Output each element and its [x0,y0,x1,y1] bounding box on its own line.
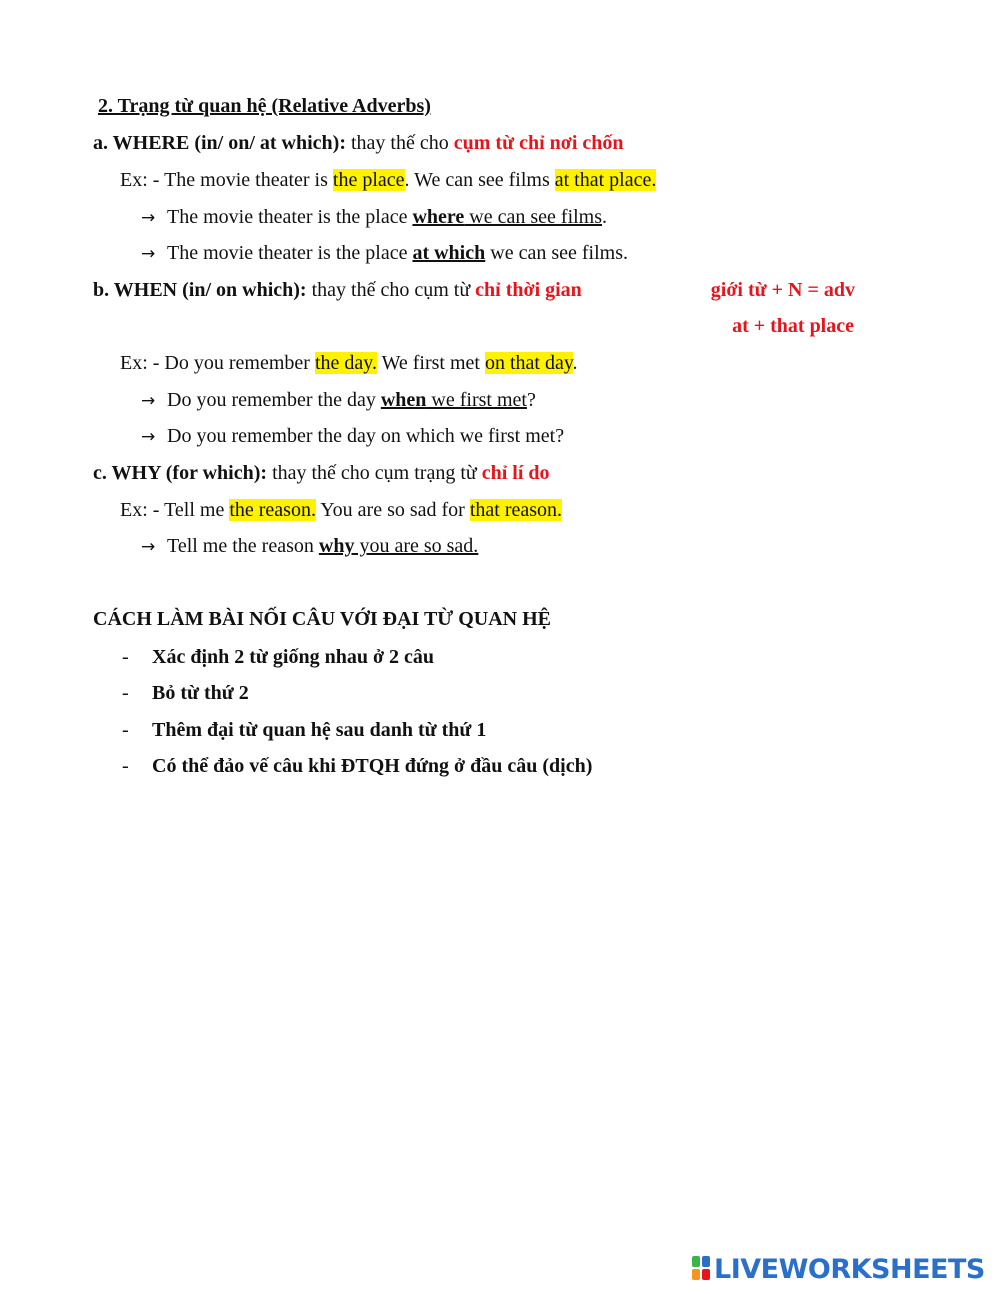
why-red-text: chỉ lí do [481,462,550,484]
where-title-line [93,131,624,155]
when-ex-end: . [572,352,578,374]
where-ex-prefix: Ex: - The movie theater is [120,169,333,191]
dash: - [122,719,129,741]
where-r1-end: . [602,206,608,228]
side-note-1: giới từ + N = adv [710,279,855,301]
where-ex-highlight-2: at that place. [554,169,657,191]
when-title: b. WHEN (in/ on which): [93,279,307,301]
logo-text: LIVEWORKSHEETS [714,1253,985,1285]
where-example [120,168,656,192]
dash: - [122,755,129,777]
why-ex-highlight-2: that reason. [469,499,563,521]
why-title-line [93,461,550,485]
arrow-icon: → [141,244,156,264]
where-ex-mid: . We can see films [404,169,555,191]
method-step [122,718,486,742]
where-r2-keyword: at which [412,242,486,264]
when-ex-prefix: Ex: - Do you remember [120,352,315,374]
where-r1-pre: The movie theater is the place [167,206,413,228]
when-r1-rest: we first met [426,389,527,411]
arrow-icon: → [141,391,156,411]
where-r2-rest: we can see films. [485,242,628,264]
where-ex-highlight-1: the place [332,169,405,191]
when-r2: Do you remember the day on which we first met? [167,425,565,447]
why-title: c. WHY (for which): [93,462,268,484]
why-r1-pre: Tell me the reason [167,535,319,557]
arrow-icon: → [141,208,156,228]
where-r2-pre: The movie theater is the place [167,242,413,264]
why-example [120,498,562,522]
where-red-text: cụm từ chỉ nơi chốn [453,132,624,154]
when-desc: thay thế cho cụm từ [306,279,476,301]
side-note-2: at + that place [732,315,854,337]
when-r1-end: ? [526,389,536,411]
when-example [120,351,578,375]
method-step-text: Xác định 2 từ giống nhau ở 2 câu [152,646,435,668]
why-ex-prefix: Ex: - Tell me [120,499,230,521]
method-step-text: Bỏ từ thứ 2 [152,682,249,704]
why-ex-mid: You are so sad for [315,499,470,521]
when-ex-highlight-2: on that day [484,352,573,374]
why-desc: thay thế cho cụm trạng từ [267,462,482,484]
where-desc: thay thế cho [346,132,454,154]
logo-mark-icon [692,1256,712,1282]
method-step-text: Có thể đảo vế câu khi ĐTQH đứng ở đầu câu (dịch) [152,755,593,777]
liveworksheets-logo [692,1253,985,1285]
where-title: a. WHERE (in/ on/ at which): [93,132,346,154]
section-heading: 2. Trạng từ quan hệ (Relative Adverbs) [98,95,431,117]
when-result-1 [141,388,536,413]
when-r1-keyword: when [380,389,427,411]
method-title: CÁCH LÀM BÀI NỐI CÂU VỚI ĐẠI TỪ QUAN HỆ [93,608,551,630]
why-r1-keyword: why [318,535,355,557]
when-ex-mid: We first met [376,352,485,374]
why-r1-rest: you are so sad. [354,535,479,557]
where-r1-keyword: where [412,206,465,228]
method-step-text: Thêm đại từ quan hệ sau danh từ thứ 1 [152,719,487,741]
dash: - [122,682,129,704]
when-ex-highlight-1: the day. [314,352,377,374]
when-r1-pre: Do you remember the day [167,389,381,411]
method-step [122,754,592,778]
dash: - [122,646,129,668]
where-result-2 [141,241,628,266]
when-title-line [93,278,582,302]
why-ex-highlight-1: the reason. [229,499,316,521]
method-step [122,681,249,705]
where-result-1 [141,205,607,230]
when-red-text: chỉ thời gian [475,279,582,301]
when-result-2 [141,424,564,449]
method-step [122,645,434,669]
where-r1-rest: we can see films [464,206,603,228]
why-result-1 [141,534,478,559]
arrow-icon: → [141,427,156,447]
arrow-icon: → [141,537,156,557]
